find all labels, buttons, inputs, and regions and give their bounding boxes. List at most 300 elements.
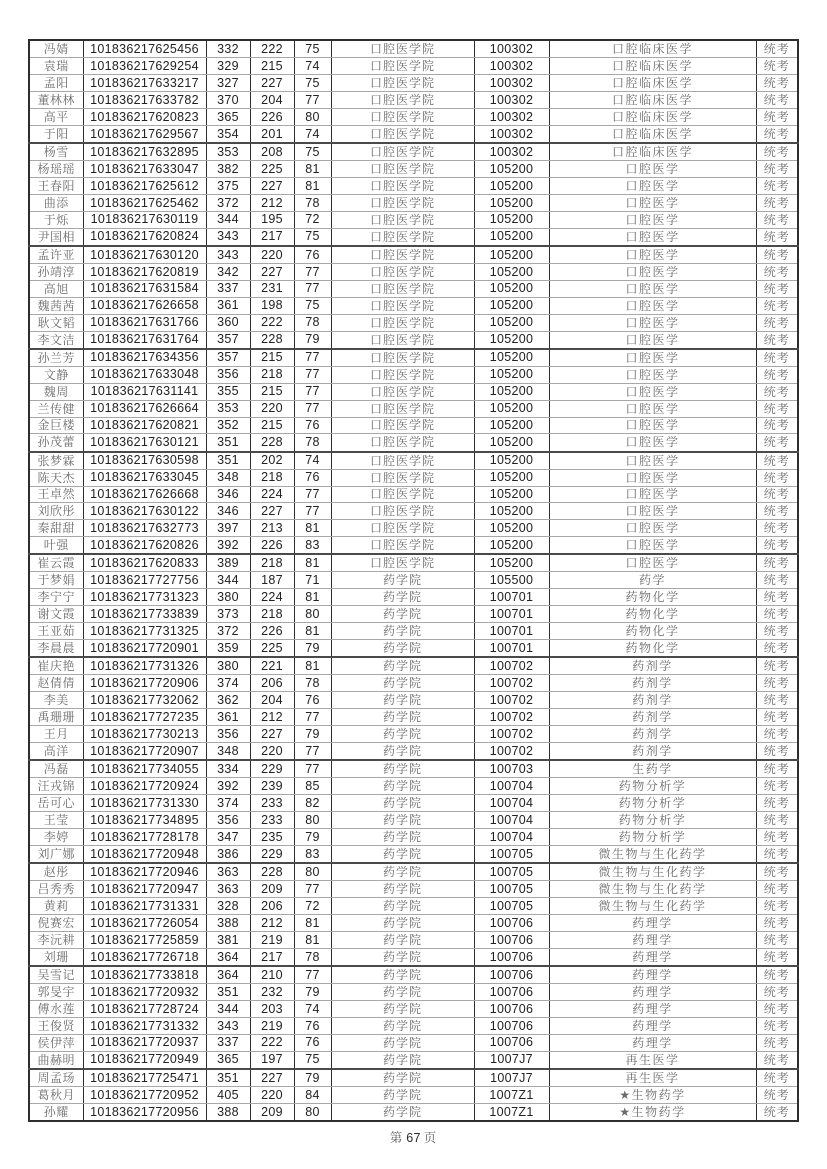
major-name: 口腔医学 [549, 177, 756, 194]
table-row [29, 863, 798, 881]
college-name: 口腔医学院 [331, 520, 474, 537]
student-name: 曲赫明 [29, 1051, 83, 1069]
student-name: 王月 [29, 726, 83, 743]
major-name: 口腔临床医学 [549, 40, 756, 58]
table-row [29, 177, 798, 194]
exam-type: 统考 [756, 366, 798, 383]
major-name: 药理学 [549, 931, 756, 948]
college-name: 药学院 [331, 589, 474, 606]
major-code: 105200 [474, 194, 549, 211]
student-name: 魏周 [29, 383, 83, 400]
major-code: 100302 [474, 108, 549, 125]
major-name: 药剂学 [549, 692, 756, 709]
table-row [29, 726, 798, 743]
table-row [29, 469, 798, 486]
student-name: 黄莉 [29, 898, 83, 915]
score-third: 77 [294, 400, 331, 417]
score-second: 233 [250, 795, 294, 812]
score-initial: 365 [206, 1051, 250, 1069]
score-third: 75 [294, 40, 331, 58]
table-row [29, 1086, 798, 1103]
major-code: 105200 [474, 349, 549, 367]
score-initial: 389 [206, 554, 250, 572]
major-code: 100302 [474, 58, 549, 75]
major-code: 105200 [474, 263, 549, 280]
major-name: 口腔医学 [549, 211, 756, 228]
score-initial: 328 [206, 898, 250, 915]
table-row [29, 743, 798, 761]
score-second: 218 [250, 554, 294, 572]
college-name: 药学院 [331, 931, 474, 948]
college-name: 口腔医学院 [331, 297, 474, 314]
major-name: 药理学 [549, 1000, 756, 1017]
table-row [29, 143, 798, 161]
score-second: 225 [250, 160, 294, 177]
student-name: 孙兰芳 [29, 349, 83, 367]
score-third: 77 [294, 709, 331, 726]
student-name: 吴雪记 [29, 966, 83, 984]
college-name: 药学院 [331, 623, 474, 640]
exam-type: 统考 [756, 760, 798, 778]
major-name: 生药学 [549, 760, 756, 778]
student-name: 王春阳 [29, 177, 83, 194]
major-name: 口腔临床医学 [549, 58, 756, 75]
major-code: 100705 [474, 881, 549, 898]
college-name: 药学院 [331, 743, 474, 761]
college-name: 药学院 [331, 1051, 474, 1069]
exam-number: 101836217630598 [83, 452, 206, 470]
exam-type: 统考 [756, 914, 798, 931]
college-name: 口腔医学院 [331, 400, 474, 417]
major-name: 口腔医学 [549, 228, 756, 246]
score-second: 203 [250, 1000, 294, 1017]
exam-type: 统考 [756, 537, 798, 555]
college-name: 口腔医学院 [331, 486, 474, 503]
exam-type: 统考 [756, 40, 798, 58]
score-third: 74 [294, 125, 331, 143]
major-code: 100302 [474, 125, 549, 143]
exam-number: 101836217626664 [83, 400, 206, 417]
major-code: 100704 [474, 812, 549, 829]
exam-type: 统考 [756, 58, 798, 75]
score-second: 201 [250, 125, 294, 143]
score-second: 217 [250, 948, 294, 966]
major-name: 口腔医学 [549, 400, 756, 417]
major-code: 1007J7 [474, 1051, 549, 1069]
major-name: 药理学 [549, 948, 756, 966]
score-second: 215 [250, 58, 294, 75]
table-row [29, 383, 798, 400]
exam-type: 统考 [756, 349, 798, 367]
exam-type: 统考 [756, 400, 798, 417]
table-row [29, 845, 798, 863]
score-initial: 356 [206, 366, 250, 383]
exam-type: 统考 [756, 297, 798, 314]
score-third: 75 [294, 297, 331, 314]
score-third: 77 [294, 383, 331, 400]
exam-number: 101836217630122 [83, 503, 206, 520]
major-code: 100705 [474, 863, 549, 881]
score-second: 204 [250, 692, 294, 709]
table-row [29, 1017, 798, 1034]
student-name: 傅水莲 [29, 1000, 83, 1017]
student-name: 崔云霞 [29, 554, 83, 572]
exam-number: 101836217631766 [83, 314, 206, 331]
page-number: 67 [406, 1131, 421, 1145]
score-second: 233 [250, 812, 294, 829]
score-second: 220 [250, 246, 294, 264]
exam-type: 统考 [756, 91, 798, 108]
major-code: 100706 [474, 966, 549, 984]
college-name: 药学院 [331, 675, 474, 692]
exam-type: 统考 [756, 469, 798, 486]
score-third: 79 [294, 983, 331, 1000]
score-second: 202 [250, 452, 294, 470]
student-name: 郭旻宇 [29, 983, 83, 1000]
score-initial: 357 [206, 349, 250, 367]
score-second: 235 [250, 829, 294, 846]
exam-type: 统考 [756, 898, 798, 915]
score-initial: 352 [206, 417, 250, 434]
college-name: 药学院 [331, 1000, 474, 1017]
score-second: 219 [250, 931, 294, 948]
score-third: 76 [294, 1017, 331, 1034]
score-third: 74 [294, 452, 331, 470]
table-row [29, 795, 798, 812]
major-code: 100705 [474, 898, 549, 915]
exam-type: 统考 [756, 331, 798, 349]
exam-number: 101836217720949 [83, 1051, 206, 1069]
score-initial: 344 [206, 1000, 250, 1017]
exam-type: 统考 [756, 640, 798, 658]
score-second: 206 [250, 675, 294, 692]
score-second: 208 [250, 143, 294, 161]
major-name: 口腔医学 [549, 469, 756, 486]
score-second: 232 [250, 983, 294, 1000]
score-initial: 344 [206, 211, 250, 228]
major-code: 105200 [474, 297, 549, 314]
college-name: 药学院 [331, 1103, 474, 1121]
student-name: 冯磊 [29, 760, 83, 778]
score-second: 212 [250, 194, 294, 211]
college-name: 口腔医学院 [331, 125, 474, 143]
score-initial: 337 [206, 280, 250, 297]
score-second: 239 [250, 778, 294, 795]
score-initial: 374 [206, 795, 250, 812]
score-second: 226 [250, 108, 294, 125]
major-name: 药物化学 [549, 606, 756, 623]
exam-number: 101836217633217 [83, 75, 206, 92]
exam-type: 统考 [756, 845, 798, 863]
score-second: 220 [250, 1086, 294, 1103]
exam-number: 101836217731326 [83, 657, 206, 675]
score-third: 76 [294, 417, 331, 434]
major-name: 口腔医学 [549, 297, 756, 314]
score-initial: 343 [206, 1017, 250, 1034]
major-name: 药物分析学 [549, 795, 756, 812]
major-name: 口腔医学 [549, 520, 756, 537]
score-initial: 361 [206, 297, 250, 314]
major-code: 105200 [474, 486, 549, 503]
score-third: 81 [294, 931, 331, 948]
major-name: 口腔医学 [549, 503, 756, 520]
major-name: 口腔医学 [549, 366, 756, 383]
college-name: 口腔医学院 [331, 58, 474, 75]
exam-type: 统考 [756, 829, 798, 846]
major-code: 100704 [474, 795, 549, 812]
table-row [29, 1069, 798, 1087]
table-row [29, 108, 798, 125]
student-name: 魏茜茜 [29, 297, 83, 314]
major-name: 口腔临床医学 [549, 91, 756, 108]
major-code: 1007Z1 [474, 1086, 549, 1103]
college-name: 药学院 [331, 948, 474, 966]
table-row [29, 983, 798, 1000]
page-footer-prefix: 第 [389, 1131, 404, 1145]
table-row [29, 434, 798, 452]
score-initial: 346 [206, 503, 250, 520]
table-row [29, 931, 798, 948]
score-second: 215 [250, 349, 294, 367]
exam-number: 101836217620833 [83, 554, 206, 572]
college-name: 药学院 [331, 795, 474, 812]
table-row [29, 537, 798, 555]
table-row [29, 1103, 798, 1121]
college-name: 药学院 [331, 863, 474, 881]
score-second: 215 [250, 417, 294, 434]
exam-type: 统考 [756, 795, 798, 812]
major-name: 口腔临床医学 [549, 125, 756, 143]
score-initial: 374 [206, 675, 250, 692]
exam-number: 101836217633047 [83, 160, 206, 177]
major-code: 100702 [474, 692, 549, 709]
score-third: 85 [294, 778, 331, 795]
exam-number: 101836217720956 [83, 1103, 206, 1121]
student-name: 王俊贤 [29, 1017, 83, 1034]
major-name: 口腔医学 [549, 349, 756, 367]
major-code: 100701 [474, 606, 549, 623]
exam-type: 统考 [756, 743, 798, 761]
student-name: 陈天杰 [29, 469, 83, 486]
score-second: 198 [250, 297, 294, 314]
college-name: 药学院 [331, 657, 474, 675]
exam-number: 101836217720947 [83, 881, 206, 898]
college-name: 口腔医学院 [331, 537, 474, 555]
table-row [29, 692, 798, 709]
major-name: 口腔医学 [549, 417, 756, 434]
exam-number: 101836217726718 [83, 948, 206, 966]
score-initial: 364 [206, 948, 250, 966]
table-row [29, 778, 798, 795]
major-name: 药物分析学 [549, 812, 756, 829]
college-name: 药学院 [331, 1034, 474, 1051]
major-code: 100701 [474, 640, 549, 658]
exam-number: 101836217720948 [83, 845, 206, 863]
score-third: 72 [294, 898, 331, 915]
major-name: 口腔医学 [549, 314, 756, 331]
table-row [29, 211, 798, 228]
score-second: 228 [250, 434, 294, 452]
major-name: 药理学 [549, 983, 756, 1000]
table-row [29, 58, 798, 75]
exam-number: 101836217626658 [83, 297, 206, 314]
score-second: 212 [250, 709, 294, 726]
score-initial: 388 [206, 1103, 250, 1121]
student-name: 杨雪 [29, 143, 83, 161]
college-name: 药学院 [331, 726, 474, 743]
table-row [29, 1051, 798, 1069]
score-third: 76 [294, 1034, 331, 1051]
major-code: 100704 [474, 829, 549, 846]
major-code: 100706 [474, 983, 549, 1000]
table-row [29, 349, 798, 367]
table-row [29, 452, 798, 470]
college-name: 药学院 [331, 966, 474, 984]
college-name: 口腔医学院 [331, 349, 474, 367]
exam-number: 101836217727756 [83, 572, 206, 589]
college-name: 药学院 [331, 1069, 474, 1087]
college-name: 口腔医学院 [331, 228, 474, 246]
score-initial: 354 [206, 125, 250, 143]
college-name: 药学院 [331, 1017, 474, 1034]
major-code: 1007J7 [474, 1069, 549, 1087]
score-initial: 380 [206, 589, 250, 606]
score-initial: 364 [206, 966, 250, 984]
score-initial: 351 [206, 983, 250, 1000]
score-second: 227 [250, 263, 294, 280]
table-row [29, 914, 798, 931]
score-second: 224 [250, 589, 294, 606]
exam-number: 101836217720952 [83, 1086, 206, 1103]
major-code: 100706 [474, 948, 549, 966]
major-name: 药剂学 [549, 675, 756, 692]
score-third: 81 [294, 657, 331, 675]
roster-table-body [29, 40, 798, 1121]
major-name: 口腔医学 [549, 246, 756, 264]
student-name: 孙靖淳 [29, 263, 83, 280]
score-second: 218 [250, 366, 294, 383]
exam-number: 101836217629254 [83, 58, 206, 75]
major-code: 100702 [474, 675, 549, 692]
score-third: 80 [294, 812, 331, 829]
score-initial: 372 [206, 194, 250, 211]
student-name: 李宁宁 [29, 589, 83, 606]
student-name: 高洋 [29, 743, 83, 761]
major-code: 100701 [474, 623, 549, 640]
exam-type: 统考 [756, 1103, 798, 1121]
exam-type: 统考 [756, 1034, 798, 1051]
table-row [29, 554, 798, 572]
exam-type: 统考 [756, 812, 798, 829]
student-name: 赵彤 [29, 863, 83, 881]
college-name: 药学院 [331, 881, 474, 898]
score-initial: 360 [206, 314, 250, 331]
score-second: 210 [250, 966, 294, 984]
score-second: 212 [250, 914, 294, 931]
student-name: 高旭 [29, 280, 83, 297]
college-name: 口腔医学院 [331, 383, 474, 400]
table-row [29, 75, 798, 92]
table-row [29, 125, 798, 143]
score-initial: 363 [206, 863, 250, 881]
student-name: 孟阳 [29, 75, 83, 92]
major-name: 药理学 [549, 914, 756, 931]
table-row [29, 194, 798, 211]
score-third: 81 [294, 914, 331, 931]
major-code: 105200 [474, 246, 549, 264]
score-second: 229 [250, 845, 294, 863]
major-code: 100702 [474, 726, 549, 743]
score-second: 226 [250, 623, 294, 640]
exam-number: 101836217734895 [83, 812, 206, 829]
score-third: 78 [294, 314, 331, 331]
score-third: 80 [294, 108, 331, 125]
college-name: 药学院 [331, 606, 474, 623]
exam-type: 统考 [756, 692, 798, 709]
table-row [29, 709, 798, 726]
major-code: 105200 [474, 417, 549, 434]
exam-number: 101836217620821 [83, 417, 206, 434]
college-name: 口腔医学院 [331, 280, 474, 297]
major-code: 100704 [474, 778, 549, 795]
student-name: 崔庆艳 [29, 657, 83, 675]
table-row [29, 966, 798, 984]
score-initial: 351 [206, 434, 250, 452]
score-third: 75 [294, 143, 331, 161]
exam-number: 101836217720937 [83, 1034, 206, 1051]
score-initial: 397 [206, 520, 250, 537]
student-name: 曲添 [29, 194, 83, 211]
major-name: 微生物与生化药学 [549, 898, 756, 915]
major-code: 105200 [474, 452, 549, 470]
score-initial: 362 [206, 692, 250, 709]
table-row [29, 657, 798, 675]
exam-type: 统考 [756, 452, 798, 470]
exam-number: 101836217620826 [83, 537, 206, 555]
exam-type: 统考 [756, 1051, 798, 1069]
major-name: 药理学 [549, 1034, 756, 1051]
student-name: 杨瑶瑶 [29, 160, 83, 177]
major-code: 105200 [474, 400, 549, 417]
major-name: 口腔医学 [549, 383, 756, 400]
score-third: 78 [294, 194, 331, 211]
score-third: 74 [294, 1000, 331, 1017]
major-code: 100703 [474, 760, 549, 778]
student-name: 李沅耕 [29, 931, 83, 948]
score-third: 79 [294, 640, 331, 658]
student-name: 周孟玚 [29, 1069, 83, 1087]
exam-type: 统考 [756, 1086, 798, 1103]
major-name: 口腔临床医学 [549, 75, 756, 92]
score-initial: 327 [206, 75, 250, 92]
table-row [29, 1000, 798, 1017]
exam-number: 101836217725471 [83, 1069, 206, 1087]
table-row [29, 829, 798, 846]
student-name: 王卓然 [29, 486, 83, 503]
score-initial: 365 [206, 108, 250, 125]
exam-number: 101836217630120 [83, 246, 206, 264]
college-name: 口腔医学院 [331, 503, 474, 520]
exam-type: 统考 [756, 572, 798, 589]
major-code: 100706 [474, 914, 549, 931]
score-third: 81 [294, 160, 331, 177]
major-code: 105200 [474, 177, 549, 194]
student-name: 张梦霖 [29, 452, 83, 470]
college-name: 口腔医学院 [331, 40, 474, 58]
score-third: 78 [294, 948, 331, 966]
score-third: 75 [294, 75, 331, 92]
major-name: 药学 [549, 572, 756, 589]
